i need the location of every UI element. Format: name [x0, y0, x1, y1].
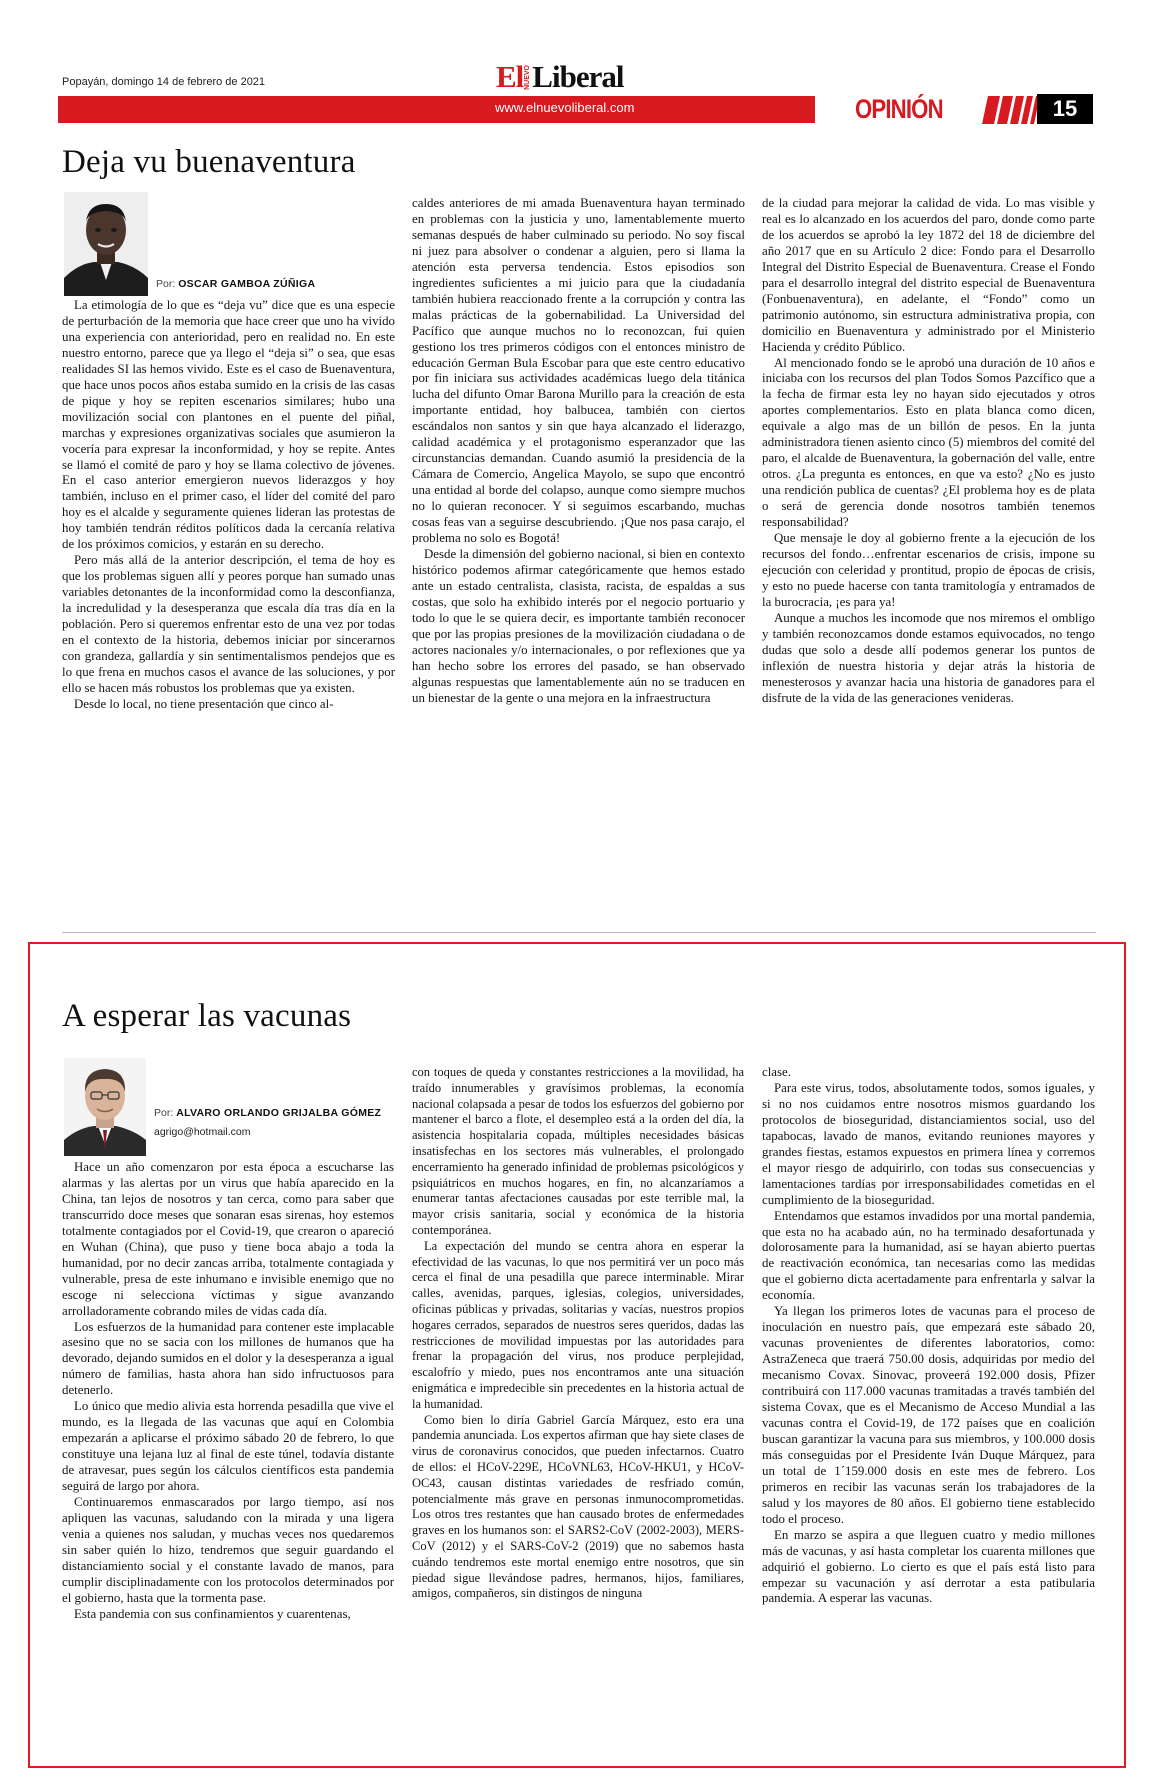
page-number: 15: [1037, 94, 1093, 124]
header-red-bar: [58, 96, 815, 123]
paragraph: Como bien lo diría Gabriel García Márquez, esto era una pandemia anunciada. Los expertos afirman que hay siete clases de virus de coronavirus conocidos, que pueden infectarnos. Cuatro de ellos: el HCoV-229E, HCoVNL63, HCoV-HKU1, y HCoV-OC43, causan distintas variedades de resfriado común, potencialmente más grave en personas inmunocomprometidas. Los otros tres restantes que han causado brotes de enfermedades graves en los humanos son: el SARS2-CoV (2002-2003), MERS-CoV (2012) y el SARS-CoV-2 (2019) que no sabemos hasta cuándo tendremos este mortal enemigo entre nosotros, que sin piedad sigue llevándose padres, hermanos, hijos, familiares, amigos, compañeros, sin distingos de ninguna: [412, 1412, 744, 1601]
author-photo: [64, 1058, 146, 1156]
byline-prefix: Por:: [154, 1107, 174, 1119]
author-email[interactable]: agrigo@hotmail.com: [154, 1126, 251, 1138]
author-name: OSCAR GAMBOA ZÚÑIGA: [178, 278, 316, 290]
website-url[interactable]: www.elnuevoliberal.com: [495, 100, 635, 115]
paragraph: En marzo se aspira a que lleguen cuatro y medio millones más de vacunas, y así hasta completar los cuarenta millones que adquirió el gobierno. Lo cierto es que el país está listo para empezar su vacunación y así derrotar a esta patibularia pandemia. A esperar las vacunas.: [762, 1527, 1095, 1606]
article-column-3: [762, 196, 1095, 707]
article-column-2: [412, 196, 745, 707]
paragraph: con toques de queda y constantes restricciones a la movilidad, ha traído innumerables y gravísimos problemas, la economía nacional colapsada a pesar de todos los esfuerzos del gobierno por mantener el barco a flote, el desempleo está a la orden del día, la asistencia hospitalaria copada, múltiples necesidades básicas insatisfechas en los sectores más vulnerables, el prolongado encerramiento ha generado infinidad de problemas psicológicos y psiquiátricos en muchos hogares, en fin, no alcanzaríamos a enumerar tantas afectaciones causadas por este terrible mal, la mayor crisis sanitaria, social y económica de la historia contemporánea.: [412, 1065, 744, 1237]
paragraph: caldes anteriores de mi amada Buenaventura hayan terminado en problemas con la justicia y uno, lamentablemente muerto semanas después de haber culminado su periodo. No soy fiscal ni juez para absolver o condenar a alguien, pero si llama la atención esta perversa tendencia. Estos episodios son ingredientes suficientes a mi juicio para que la ciudadanía también hubiera reaccionado frente a la corrupción y contra las malas prácticas de la gobernabilidad. La Universidad del Pacífico que aunque muchos no lo reconozcan, fui quien gestiono los tres primeros códigos con el entonces ministro de educación German Bula Escobar para que este centro educativo por fin iniciara sus actividades académicas luego dela titánica lucha del difunto Omar Barona Murillo para la creación de esta importante entidad, hoy balbucea, también con ciertos escándalos non santos y sin que haya alcanzado el liderazgo, calidad académica y el protagonismo esperanzador que las circunstancias demandan. Cuando asumió la presidencia de la Cámara de Comercio, Angelica Mayolo, se supo que encontró una entidad al borde del colapso, aunque como siempre muchos no lo quieran reconocer. Y si seguimos escarbando, muchas cosas feas van a seguirse descubriendo. ¡Que nos pasa carajo, el problema no solo es Bogotá!: [412, 196, 745, 546]
paragraph: Esta pandemia con sus confinamientos y cuarentenas,: [74, 1606, 351, 1621]
paragraph: Entendamos que estamos invadidos por una mortal pandemia, que esta no ha acabado aún, no ha terminado desafortunada y dolorosamente para la humanidad, así se hayan abierto puertas de reactivación económica, tan necesarias como las medidas que el gobierno dicta acertadamente para enfrentarla y salvar la economía.: [762, 1208, 1095, 1303]
author-byline: [154, 1107, 381, 1119]
paragraph: Para este virus, todos, absolutamente todos, somos iguales, y si no nos cuidamos entre nosotros mismos guardando los protocolos de bioseguridad, distanciamientos social, uso del tapabocas, lavado de manos, evitando reuniones mayores y grandes fiestas, estamos expuestos en primera línea y corremos el mayor riesgo de adquirirlo, con todas sus consecuencias y lamentaciones tardías por irresponsabilidades cometidas en el cumplimiento de la bioseguridad.: [762, 1080, 1095, 1207]
paragraph: de la ciudad para mejorar la calidad de vida. Lo mas visible y real es lo alcanzado en los acuerdos del paro, donde como parte de los acuerdos se aprobó la ley 1872 del 18 de diciembre del año 2017 que en su Artículo 2 dice: Fondo para el Desarrollo Integral del Distrito Especial de Buenaventura. Crease el Fondo para el desarrollo integral del distrito especial de Buenaventura (Fonbuenaventura), en adelante, el “Fondo” como un patrimonio autónomo, sin estructura administrativa propia, con domicilio en Buenaventura y administrado por el Ministerio Hacienda y crédito Público.: [762, 196, 1095, 354]
paragraph: clase.: [762, 1065, 791, 1079]
article-title: A esperar las vacunas: [62, 998, 352, 1034]
paragraph: Aunque a muchos les incomode que nos miremos el ombligo y también reconozcamos donde estamos equivocados, no tengo dudas que solo a desde allí podemos generar los puntos de inflexión de nuestra historia y dejar atrás la historia de menesterosos y avanzar hacia una historia de ganadores para el disfrute de la vida de las generaciones venideras.: [762, 610, 1095, 705]
article-column-3: [762, 1065, 1095, 1607]
logo-liberal: Liberal: [532, 59, 624, 94]
article-column-1: [62, 1160, 394, 1623]
author-portrait-icon: [64, 192, 148, 296]
paragraph: Los esfuerzos de la humanidad para contener este implacable asesino que no se sacia con los millones de humanos que ha devorado, dejando sumidos en el dolor y la desesperanza a igual número de familias, hasta ahora han sido infructuosos para detenerlo.: [62, 1319, 394, 1398]
paragraph: Hace un año comenzaron por esta época a escucharse las alarmas y las alertas por un virus que había aparecido en la China, tan lejos de nosotros y tan cerca, como para saber que transcurrido doce meses que sonaran esas sirenas, hoy estemos totalmente contagiados por el Covid-19, que crearon o apareció en Wuhan (China), que puso y tiene boca abajo a toda la humanidad, por no decir zancas arriba, totalmente contagiada y vulnerable, presa de este inhumano e invisible enemigo que no escoge ni selecciona víctimas y sigue avanzando arrolladoramente cobrando miles de vidas cada día.: [62, 1160, 394, 1318]
paragraph: Desde lo local, no tiene presentación que cinco al-: [74, 696, 334, 711]
paragraph: Lo único que medio alivia esta horrenda pesadilla que vive el mundo, es la llegada de las vacunas que aquí en Colombia empezarán a aplicarse el próximo sábado 20 de febrero, lo que constituye una lejana luz al final de este túnel, todavía distante de atravesar, pues según los cálculos científicos esta pandemia seguirá de largo por ahora.: [62, 1399, 394, 1494]
author-portrait-icon: [64, 1058, 146, 1156]
paragraph: Al mencionado fondo se le aprobó una duración de 10 años e iniciaba con los recursos del plan Todos Somos Pazcífico que a la fecha de firmar esta ley no hayan sido ejecutados y otros aportes complementarios. Esto en plata blanca como dicen, equivale a algo mas de un billón de pesos. En la junta administradora tienen asiento cinco (5) miembros del comité del paro, el alcalde de Buenaventura, la gobernación del valle, entre otros. ¿La pregunta es entonces, en que va esto? ¿No es justo una rendición publica de cuentas? ¿El problema hoy es de plata o será de gerencia donde nosotros también tenemos responsabilidad?: [762, 355, 1095, 530]
author-photo: [64, 192, 148, 296]
paragraph: Pero más allá de la anterior descripción, el tema de hoy es que los problemas siguen allí y peores porque han sumado unas variables detonantes de la inconformidad como la desconfianza, la incredulidad y la desesperanza que escala día tras día en la población. Pero si queremos enfrentar esto de una vez por todas en el contexto de la historia, debemos iniciar por sincerarnos con grandeza, gallardía y sin sentimentalismos pendejos que es lo que frena en muchos casos el avance de las soluciones, y por ello se hacen más robustos los problemas que ya existen.: [62, 553, 395, 695]
section-title: OPINIÓN: [855, 94, 943, 124]
header-stripes-decoration: [985, 96, 1037, 124]
newspaper-logo[interactable]: [496, 58, 623, 92]
paragraph: Que mensaje le doy al gobierno frente a la ejecución de los recursos del fondo…enfrentar escenarios de crisis, impone su ejecución con celeridad y prontitud, propio de épocas de crisis, y esto no puede hacerse con tanta tramitología y entramados de la burocracia, ¡es para ya!: [762, 531, 1095, 609]
paragraph: Continuaremos enmascarados por largo tiempo, así nos apliquen las vacunas, saludando con la mirada y una ligera venia a quienes nos saludan, y muchas veces nos quedaremos sin saber quién lo hizo, tendremos que seguir guardando el distanciamiento social y el constante lavado de manos, para cumplir disciplinadamente con los protocolos determinados por el gobierno, hasta que la tormenta pase.: [62, 1495, 394, 1605]
author-name: ALVARO ORLANDO GRIJALBA GÓMEZ: [176, 1107, 382, 1119]
paragraph: La expectación del mundo se centra ahora en esperar la efectividad de las vacunas, lo que nos permitirá ver un poco más cerca el final de una pesadilla que parece interminable. Mirar calles, avenidas, parques, iglesias, colegios, universidades, oficinas públicas y privadas, solitarias y vacías, nuestros propios hogares cerrados, separados de nuestros seres queridos, dadas las restricciones de movilidad impuestas por las autoridades para frenar la propagación del virus, nos produce perplejidad, escalofrío y miedo, pues nos encontramos ante una situación enigmática e impredecible sin precedentes en la historia actual de la humanidad.: [412, 1238, 744, 1411]
logo-el: El: [496, 59, 524, 94]
publication-date: Popayán, domingo 14 de febrero de 2021: [62, 76, 266, 88]
paragraph: La etimología de lo que es “deja vu” dice que es una especie de perturbación de la memoria que hace creer que uno ha vivido una experiencia con anterioridad, pero en realidad no. En este nuestro entorno, parece que ya llego el “deja si” o sea, que esas realidades SI las hemos vivido. Este es el caso de Buenaventura, que hace unos pocos años estaba sumido en la crisis de las casas de pique y hoy se repiten escenarios similares; hubo una movilización social con plantones en el puente del piñal, marchas y expresiones organizativas sociales que asumieron la vocería para expresar la inconformidad, y hoy se repite. Antes se llamó el comité de paro y hoy se llama colectivo de jóvenes. En el caso anterior emergieron nuevos liderazgos y hoy también, incluso en el primer caso, el líder del comité del paro hoy es el alcalde y seguramente quienes lideran las protestas de hoy también tendrán réditos políticos dada la cercanía relativa de los próximos comicios, y estarán en su derecho.: [62, 298, 395, 552]
logo-nuevo: NUEVO: [524, 65, 532, 90]
paragraph: Ya llegan los primeros lotes de vacunas para el proceso de inoculación en nuestro país, que empezará este sábado 20, vacunas provenientes de diferentes laboratorios, como: AstraZeneca que traerá 750.00 dosis, adquiridas por medio del mecanismo Covax. Sinovac, proveerá 192.000 dosis, Pfizer contribuirá con 117.000 vacunas tramitadas a través también del sistema Covax, que es el Mecanismo de Acceso Mundial a las vacunas contra el Covid-19, de 172 países que en coalición buscan garantizar la vacuna para sus miembros, y 100.000 dosis más conseguidas por el Presidente Iván Duque Márquez, para un total de 1´159.000 dosis en este mes de febrero. Los primeros en recibir las vacunas serán los trabajadores de la salud y los mayores de 80 años. El gobierno tiene establecido todo el proceso.: [762, 1304, 1095, 1526]
author-byline: [156, 278, 315, 290]
article-column-1: [62, 298, 395, 713]
byline-prefix: Por:: [156, 278, 176, 290]
article-column-2: [412, 1065, 744, 1602]
paragraph: Desde la dimensión del gobierno nacional, si bien en contexto histórico podemos afirmar categóricamente que hemos estado ante un estado centralista, clasista, racista, de espaldas a sus costas, que solo ha exhibido interés por el negocio portuario y todo lo que le se quiera decir, es importante también reconocer que por las propias presiones de la movilización ciudadana o de actores nacionales y/o internacionales, o por reflexiones que ya han hecho sobre los errores del pasado, se han observado algunas respuestas que lamentablemente aún no se traducen en un bienestar de la gente o una mejora en la infraestructura: [412, 546, 745, 705]
article-title: Deja vu buenaventura: [62, 144, 356, 180]
section-divider: [62, 932, 1096, 933]
